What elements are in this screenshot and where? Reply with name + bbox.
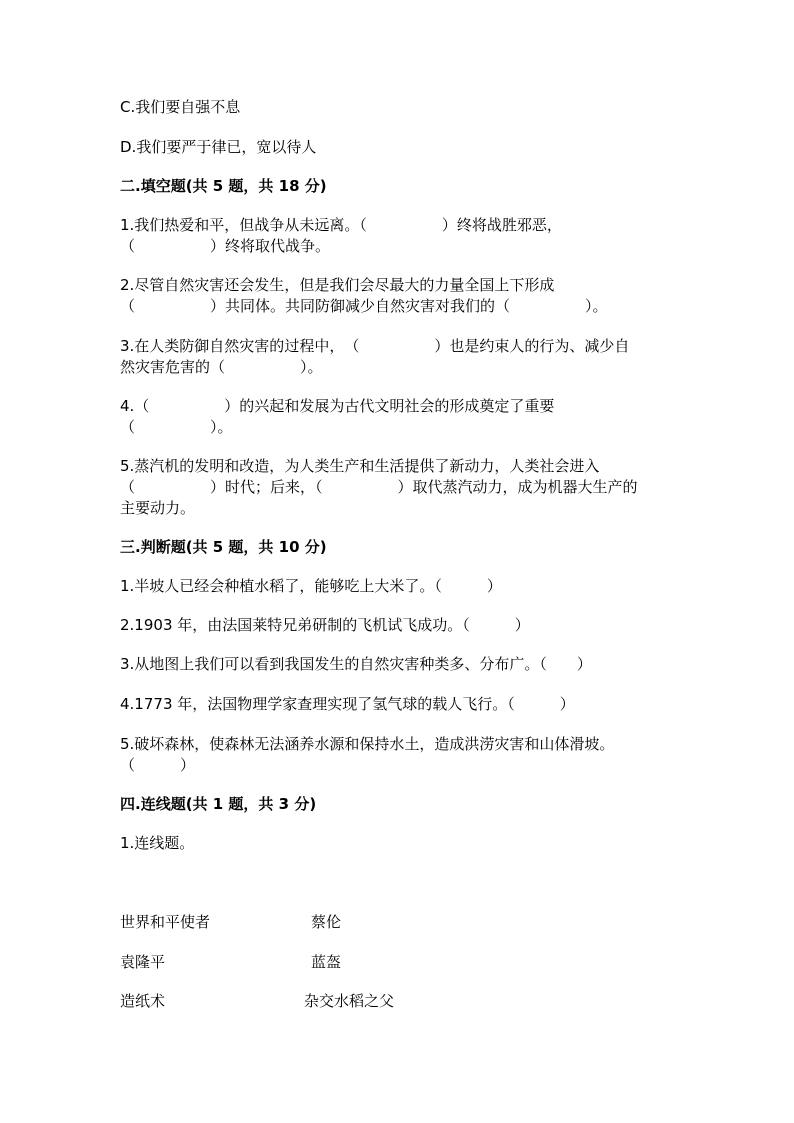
- fill-question-1-line-1: 1.我们热爱和平，但战争从未远离。（ ）终将战胜邪恶，: [120, 216, 562, 234]
- judge-question-5-line-2: （ ）: [120, 756, 196, 774]
- choice-option-d: D.我们要严于律已，宽以待人: [120, 138, 317, 156]
- section-heading-fill-blank: 二.填空题(共 5 题，共 18 分): [120, 177, 327, 195]
- fill-question-5-line-1: 5.蒸汽机的发明和改造，为人类生产和生活提供了新动力，人类社会进入: [120, 457, 600, 475]
- fill-question-2-line-2: （ ）共同体。共同防御减少自然灾害对我们的（ ）。: [120, 297, 608, 315]
- fill-question-4-line-1: 4.（ ）的兴起和发展为古代文明社会的形成奠定了重要: [120, 397, 555, 415]
- judge-question-2: 2.1903 年，由法国莱特兄弟研制的飞机试飞成功。（ ）: [120, 616, 530, 634]
- judge-question-3: 3.从地图上我们可以看到我国发生的自然灾害种类多、分布广。（ ）: [120, 655, 592, 673]
- judge-question-4: 4.1773 年，法国物理学家查理实现了氢气球的载人飞行。（ ）: [120, 695, 575, 713]
- judge-question-5-line-1: 5.破坏森林，使森林无法涵养水源和保持水土，造成洪涝灾害和山体滑坡。: [120, 735, 615, 753]
- matching-right-item-2[interactable]: 蓝盔: [311, 953, 342, 971]
- matching-left-item-2[interactable]: 袁隆平: [120, 953, 166, 971]
- fill-question-5-line-3: 主要动力。: [120, 499, 196, 517]
- fill-question-2-line-1: 2.尽管自然灾害还会发生，但是我们会尽最大的力量全国上下形成: [120, 276, 555, 294]
- fill-question-5-line-2: （ ）时代；后来，（ ）取代蒸汽动力，成为机器大生产的: [120, 478, 638, 496]
- matching-left-item-1[interactable]: 世界和平使者: [120, 913, 211, 931]
- choice-option-c: C.我们要自强不息: [120, 98, 241, 116]
- matching-right-item-1[interactable]: 蔡伦: [311, 913, 342, 931]
- fill-question-1-line-2: （ ）终将取代战争。: [120, 237, 331, 255]
- judge-question-1: 1.半坡人已经会种植水稻了，能够吃上大米了。（ ）: [120, 577, 502, 595]
- fill-question-3-line-2: 然灾害危害的（ ）。: [120, 358, 323, 376]
- matching-left-item-3[interactable]: 造纸术: [120, 992, 166, 1010]
- fill-question-3-line-1: 3.在人类防御自然灾害的过程中， （ ）也是约束人的行为、减少自: [120, 337, 630, 355]
- matching-right-item-3[interactable]: 杂交水稻之父: [304, 992, 395, 1010]
- fill-question-4-line-2: （ ）。: [120, 418, 233, 436]
- section-heading-matching: 四.连线题(共 1 题，共 3 分): [120, 795, 317, 813]
- section-heading-true-false: 三.判断题(共 5 题，共 10 分): [120, 538, 327, 556]
- matching-question-1: 1.连线题。: [120, 834, 195, 852]
